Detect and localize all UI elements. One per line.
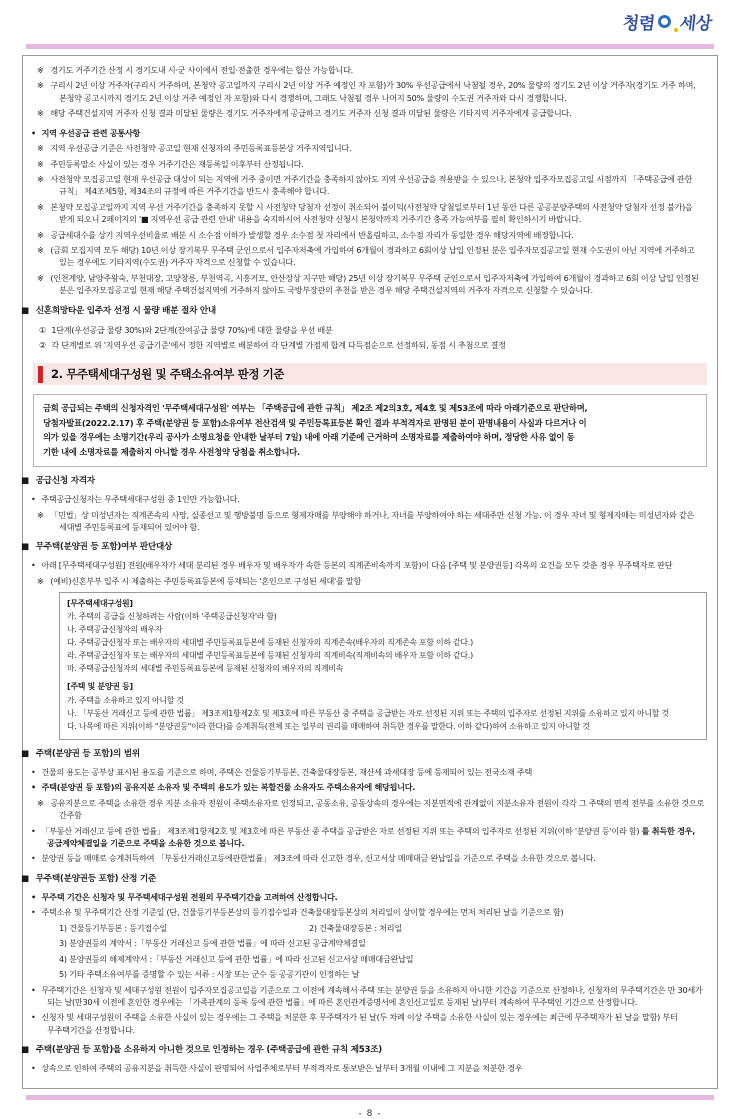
region-priority-note: ※ (금회 모집지역 모두 해당) 10년 이상 장기복무 무주택 군인으로서 입주자저축에 가입하여 6개월이 경과하고 6회이상 납입 인정된 분은 입주자모집공고일 현재 수도권이 아닌 지역에 거주하고 있는 경우에도 기타지역(수도권) 거주자 자격으로 신청할 수 있습니다. <box>37 245 695 268</box>
definition-item: 나. 주택공급신청자의 배우자 <box>67 625 163 635</box>
region-priority-note: ※ 주민등록말소 사실이 있는 경우 거주기간은 재등록일 이후부터 산정됩니다. <box>37 158 304 169</box>
content-frame <box>22 55 718 1089</box>
applicant-qualification-heading: ■ 공급신청 자격자 <box>21 476 95 487</box>
region-priority-note: ※ 지역 우선공급 기준은 사전청약 공고일 현재 신청자의 주민등록표등본상 거주지역입니다. <box>37 143 352 154</box>
no-house-period-heading: ■ 무주택(분양권등 포함) 산정 기준 <box>21 873 157 884</box>
region-priority-note: ※ 본청약 모집공고일까지 지역 우선 거주기간을 충족하지 못할 시 사전청약 당첨자 선정이 취소되어 불이익(사전청약 당첨일로부터 1년 동안 다른 공공분양주택의 사전청약 당첨자 선정 불가)을 받게 되오니 2페이지의 '■ 지역우선 공급 관련 안내' 내용을 숙지하시어 사전청약 신청시 본청약까지 거주기간 충족 가능여부를 필히 확인하시기 바랍니다. <box>37 201 693 225</box>
house-scope-bullet: • 주택(분양권 등 포함)의 공유지분 소유자 및 주택의 용도가 있는 복합건물 소유자도 주택소유자에 해당됩니다. <box>31 782 416 793</box>
criteria-item: 3) 분양권등의 계약서 :「부동산 거래신고 등에 관한 법률」에 따라 신고된 공급계약체결일 <box>59 938 366 949</box>
definition-item: 마. 주택공급신청자의 세대별 주민등록표등본에 등재된 신청자의 배우자의 직계비속 <box>67 664 344 674</box>
definition-group-1-title: [무주택세대구성원] <box>67 599 133 609</box>
brand-logo <box>623 4 712 38</box>
region-priority-heading: • 지역 우선공급 관련 공통사항 <box>31 127 141 138</box>
definition-item: 다. 주택공급신청자 또는 배우자의 세대별 주민등록표등본에 등재된 신청자의 직계존속(배우자의 직계존속 포함 이하 같다.) <box>67 638 473 648</box>
intro-line: 당첨자발표(2022.2.17) 후 주택(분양권 등 포함)소유여부 전산검색 및 주민등록표등본 확인 결과 부적격자로 판명된 분이 판명내용이 사실과 다르거나 이 <box>43 417 587 428</box>
no-house-period-bullet: • 신청자 및 세대구성원이 주택을 소유한 사실이 있는 경우에는 그 주택을 처분한 후 무주택자가 된 날(두 차례 이상 주택을 소유한 사실이 있는 경우에는 최근에 무주택자가 된 날을 말함) 부터 무주택기간을 산정합니다. <box>31 1012 678 1035</box>
no-house-judgment-note: ※ (예비)신혼부부 입주 시 제출하는 주민등록표등본에 등재되는 '혼인으로 구성된 세대'를 말함 <box>37 575 362 586</box>
page-footer <box>22 1095 718 1119</box>
footer-divider <box>26 1095 714 1100</box>
applicant-qualification-note: ※ 「민법」상 미성년자는 직계존속의 사망, 실종선고 및 행방불명 등으로 형제자매를 부양해야 하거나, 자녀를 부양하여야 하는 세대주만 신청 가능. 이 경우 자녀 및 형제자매는 미성년자와 같은 세대별 주민등록표에 등재되어 있어야 함. <box>37 509 695 532</box>
criteria-item: 4) 분양권등의 해제계약서 :「부동산 거래신고 등에 관한 법률」에 따라 신고된 신고서상 매매대금완납일 <box>59 953 414 964</box>
applicant-qualification-bullet: • 주택공급신청자는 무주택세대구성원 중 1인만 가능합니다. <box>31 494 240 505</box>
intro-line: 기한 내에 소명자료를 제출하지 아니할 경우 사전청약 당첨을 취소합니다. <box>43 446 300 457</box>
intro-line: 의가 있을 경우에는 소명기간(우리 공사가 소명요청을 안내한 날부터 7일) 내에 아래 기준에 근거하여 소명자료를 제출하여야 하며, 정당한 사유 없이 동 <box>43 432 575 443</box>
definition-group-2-title: [주택 및 분양권 등] <box>67 682 133 692</box>
definition-item: 다. 나목에 따른 지위(이하 "분양권등"이라 한다)를 승계취득(전체 또는 일부의 권리를 매매하여 취득한 경우를 말한다. 이하 같다)하여 소유하고 있지 아니할 것 <box>67 721 590 731</box>
no-house-judgment-bullet: • 아래 [무주택세대구성원] 전원(배우자가 세대 분리된 경우 배우자 및 배우자가 속한 등본의 직계존비속까지 포함)이 다음 [주택 및 분양권등] 각목의 요건을 모두 갖춘 경우 무주택자로 판단 <box>31 560 673 571</box>
definition-item: 가. 주택의 공급을 신청하려는 사람(이하 '주택공급신청자'라 함) <box>67 612 277 622</box>
definition-item: 나. 「부동산 거래신고 등에 관한 법률」 제3조제1항제2호 및 제3호에 따른 부동산 중 주택을 공급받는 자로 선정된 지위 또는 주택의 입주자로 선정된 지위를 소유하고 있지 아니할 것 <box>67 708 669 718</box>
house-scope-heading: ■ 주택(분양권 등 포함)의 범위 <box>21 748 140 759</box>
top-note: ※ 구리시 2년 이상 거주자(구리시 거주하며, 본청약 공고일까지 구리시 2년 이상 거주 예정인 자 포함)가 30% 우선공급에서 낙첨될 경우, 20% 물량의 경기도 2년 이상 거주자(경기도 거주 하며, 본청약 공고시까지 경기도 2년 이상 거주 예정인 자 포함)와 다시 경쟁하며, 그래도 낙첨될 경우 나머지 50% 물량의 수도권 거주자와 다시 경쟁합니다. <box>37 80 696 103</box>
criteria-item: 1) 건물등기부등본 : 등기접수일 <box>59 922 168 933</box>
no-house-period-bullet: • 주택소유 및 무주택기간 산정 기준일 (단, 건물등기부등본상의 등기접수일과 건축물대장등본상의 처리일이 상이할 경우에는 먼저 처리된 날을 기준으로 함) <box>31 907 564 918</box>
definition-box <box>59 592 707 740</box>
page-number: - 8 - <box>358 1108 382 1119</box>
no-house-period-bullet: • 무주택 기간은 신청자 및 무주택세대구성원 전원의 무주택기간을 고려하여 산정합니다. <box>31 891 338 902</box>
house-scope-bullet: • 「부동산 거래신고 등에 관한 법률」 제3조제1항제2호 및 제3호에 따른 부동산 중 주택을 공급받은 자로 선정된 지위 또는 주택의 입주자로 선정된 지위(이하 '분양권 등'이라 함) 를 취득한 경우, 공급계약체결일을 기준으로 주택을 소유한 것으로 봅니다. <box>31 825 696 848</box>
section-2-intro-box <box>33 394 707 467</box>
newlywed-heading: ■ 신혼희망타운 입주자 선정 시 물량 배분 절차 안내 <box>21 306 216 317</box>
region-priority-note: ※ 공급세대수를 상기 지역우선비율로 배분 시 소수점 이하가 발생할 경우 소수점 첫 자리에서 반올림하고, 소수점 자리가 동일한 경우 해당지역에 배정합니다. <box>37 229 574 240</box>
house-scope-bullet: • 건물의 용도는 공부상 표시된 용도를 기준으로 하며, 주택은 건물등기부등본, 건축물대장등본, 재산세 과세대장 등에 등재되어 있는 전국소재 주택 <box>31 766 533 777</box>
no-house-judgment-heading: ■ 무주택(분양권 등 포함)여부 판단대상 <box>21 542 173 553</box>
logo-text-left: 청렴 <box>621 13 656 34</box>
intro-line: 금회 공급되는 주택의 신청자격인 '무주택세대구성원' 여부는 「주택공급에 관한 규칙」 제2조 제2의3호, 제4호 및 제53조에 따라 아래기준으로 판단하며, <box>43 403 588 414</box>
section-accent-bar <box>38 366 43 383</box>
newlywed-item: ② 각 단계별로 위 '지역우선 공급기준'에서 정한 지역별로 배분하여 각 단계별 가점제 합계 다득점순으로 선정하되, 동점 시 추첨으로 결정 <box>39 339 506 350</box>
circle-logo-mark-icon <box>658 15 671 28</box>
section-2-title: 2. 무주택세대구성원 및 주택소유여부 판정 기준 <box>51 367 285 382</box>
yellow-dot-icon <box>674 28 678 32</box>
criteria-item: 2) 건축물대장등본 : 처리일 <box>309 922 402 933</box>
page-header <box>22 0 718 44</box>
criteria-item: 5) 기타 주택소유여부를 증명할 수 있는 서류 : 시장 또는 군수 등 공공기관이 인정하는 날 <box>59 969 360 980</box>
logo-text-right: 세상 <box>678 13 713 34</box>
definition-item: 라. 주택공급신청자 또는 배우자의 세대별 주민등록표등본에 등재된 신청자의 직계비속(직계비속의 배우자 포함 이하 같다.) <box>67 651 473 661</box>
criteria-row <box>33 922 707 937</box>
region-priority-note: ※ 사전청약 모집공고일 현재 우선공급 대상이 되는 지역에 거주 중이면 거주기간을 충족하지 않아도 지역 우선공급을 적용받을 수 있으나, 본청약 입주자모집공고일 시점까지 「주택공급에 관한 규칙」 제4조제5항, 제34조의 규정에 따른 거주기간을 반드시 충족해야 합니다. <box>37 174 693 197</box>
top-note: ※ 경기도 거주기간 산정 시 경기도내 시·군 사이에서 전입·전출한 경우에는 합산 가능합니다. <box>37 65 353 75</box>
house-scope-bullet: • 분양권 등을 매매로 승계취득하여 「부동산거래신고등에관한법률」 제3조에 따라 신고한 경우, 신고서상 매매대금 완납일을 기준으로 주택을 소유한 것으로 봅니다. <box>31 853 596 864</box>
house-scope-note: ※ 공유지분으로 주택을 소유한 경우 지분 소유자 전원이 주택소유자로 인정되고, 공동소유, 공동상속의 경우에는 지분면적에 관계없이 지분소유자 전원이 각각 그 주택의 면적 전부를 소유한 것으로 간주함 <box>37 797 704 821</box>
top-note: ※ 해당 주택건설지역 거주자 신청 결과 미달된 물량은 경기도 거주자에게 공급하고 경기도 거주자 신청 결과 미달된 물량은 기타지역 거주자에게 공급합니다. <box>37 108 572 119</box>
newlywed-item: ① 1단계(우선공급 물량 30%)와 2단계(잔여공급 물량 70%)에 대한 물량을 우선 배분 <box>39 324 333 335</box>
region-priority-note: ※ (인천계양, 남양주왕숙, 부천대장, 고양창릉, 부천역곡, 시흥거모, 안산장상 지구만 해당) 25년 이상 장기복무 무주택 군인으로서 입주자저축에 가입하여 6개월이 경과하고 6회 이상 납입 인정된 분은 입주자모집공고일 현재 해당 주택건설지역에 거주하지 않아도 국방부장관의 추천을 받은 경우 해당 주택건설지역의 거주자 자격으로 신청할 수 있습니다. <box>37 272 699 296</box>
no-house-period-bullet: • 무주택기간은 신청자 및 세대구성원 전원이 입주자모집공고일을 기준으로 그 이전에 계속해서 주택 또는 분양권 등을 소유하지 아니한 기간을 기준으로 산정하나, 신청자의 무주택기간은 만 30세가 되는 날(만30세 이전에 혼인한 경우에는 「가족관계의 등록 등에 관한 법률」에 따른 혼인관계증명서에 혼인신고일로 등재된 날)부터 계속하여 무주택인 기간으로 산정합니다. <box>31 984 703 1007</box>
not-owned-cases-heading: ■ 주택(분양권 등 포함)을 소유하지 아니한 것으로 인정하는 경우 (주택공급에 관한 규칙 제53조) <box>21 1045 382 1056</box>
section-2-title-bar <box>33 363 707 385</box>
definition-item: 가. 주택을 소유하고 있지 아니할 것 <box>67 695 184 705</box>
not-owned-cases-bullet: • 상속으로 인하여 주택의 공유지분을 취득한 사실이 판명되어 사업주체로부터 부적격자로 통보받은 날부터 3개월 이내에 그 지분을 처분한 경우 <box>31 1063 523 1074</box>
header-divider <box>26 44 714 49</box>
